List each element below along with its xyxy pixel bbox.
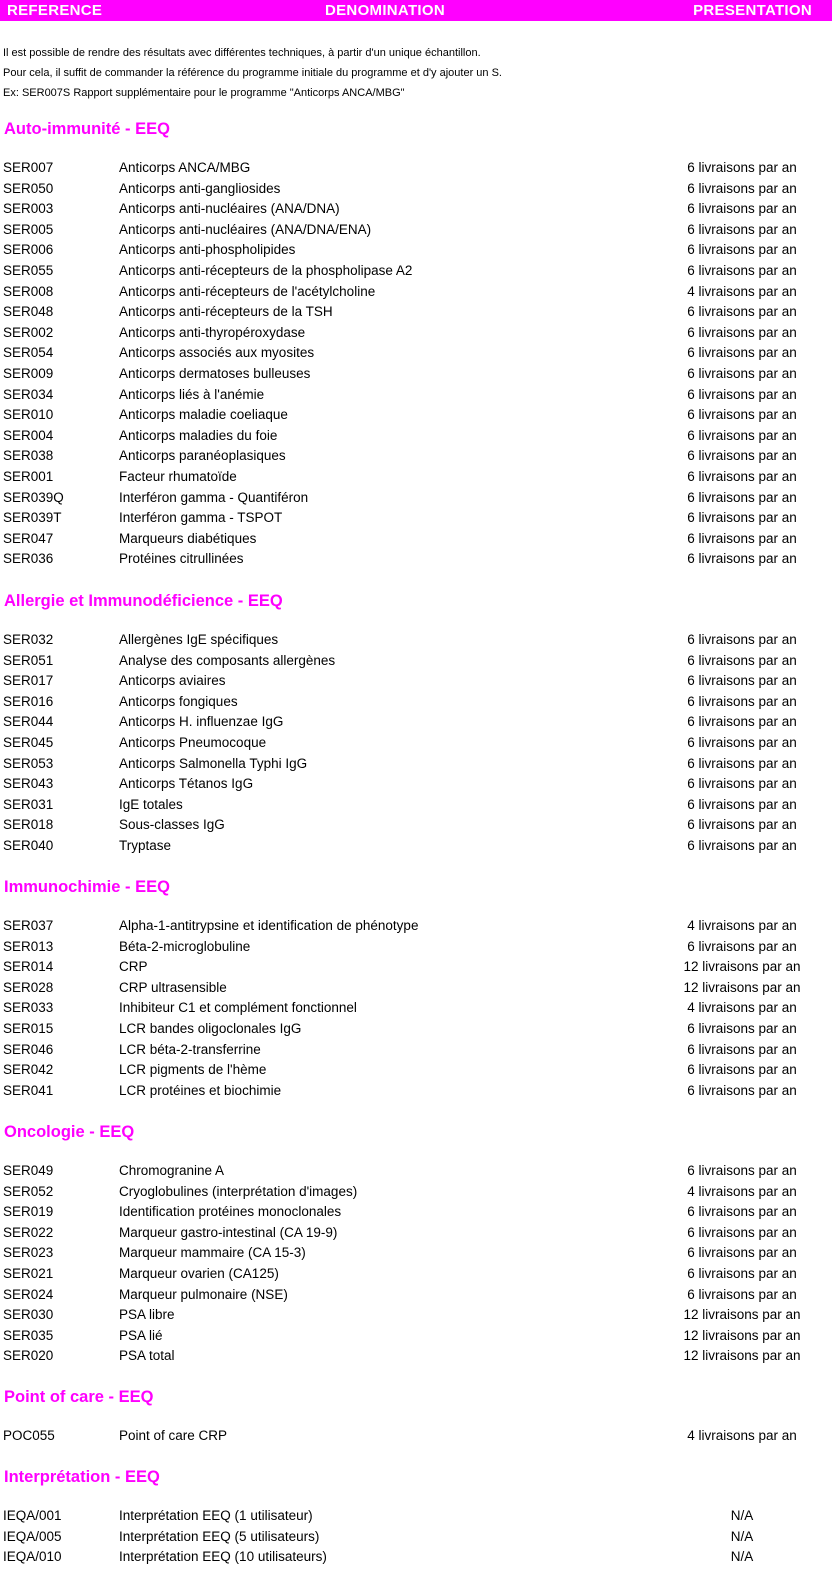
table-row (0, 1506, 832, 1527)
reference-cell: SER055 (3, 263, 54, 278)
reference-cell: SER045 (3, 735, 54, 750)
table-row (0, 385, 832, 406)
presentation-cell: 6 livraisons par an (687, 160, 797, 175)
reference-cell: SER051 (3, 652, 54, 668)
reference-cell: SER042 (3, 1062, 54, 1078)
reference-cell: SER005 (3, 221, 54, 237)
reference-cell: SER017 (3, 673, 54, 689)
table-row (0, 1040, 832, 1061)
presentation-cell: 6 livraisons par an (687, 1266, 797, 1281)
denomination-cell: PSA total (119, 1348, 175, 1364)
reference-cell: SER037 (3, 918, 54, 933)
presentation-cell: 6 livraisons par an (687, 407, 797, 423)
denomination-cell: Anticorps anti-récepteurs de la phospholipase A2 (119, 263, 413, 278)
reference-cell: SER054 (3, 345, 54, 361)
intro-line: Pour cela, il suffit de commander la référence du programme initiale du programme et d'y ajouter un S. (3, 67, 502, 79)
presentation-cell: 6 livraisons par an (687, 551, 797, 567)
table-row (0, 1081, 832, 1102)
header-denomination: DENOMINATION (325, 2, 445, 19)
reference-cell: SER018 (3, 817, 54, 833)
presentation-cell: 12 livraisons par an (683, 959, 801, 975)
table-row (0, 302, 832, 323)
table-row (0, 754, 832, 775)
denomination-cell: Anticorps anti-nucléaires (ANA/DNA) (119, 201, 340, 217)
reference-cell: SER028 (3, 979, 54, 995)
denomination-cell: Identification protéines monoclonales (119, 1204, 342, 1220)
table-row (0, 261, 832, 282)
presentation-cell: 6 livraisons par an (687, 1245, 797, 1261)
denomination-cell: Alpha-1-antitrypsine et identification de phénotype (119, 918, 419, 933)
table-row (0, 712, 832, 733)
reference-cell: SER033 (3, 1000, 54, 1016)
reference-cell: SER031 (3, 796, 54, 812)
denomination-cell: Interprétation EEQ (5 utilisateurs) (119, 1528, 320, 1544)
presentation-cell: 4 livraisons par an (687, 283, 797, 299)
presentation-cell: 6 livraisons par an (687, 1082, 797, 1098)
reference-cell: SER022 (3, 1224, 54, 1240)
reference-cell: SER049 (3, 1163, 54, 1178)
denomination-cell: Allergènes IgE spécifiques (119, 632, 279, 647)
denomination-cell: CRP ultrasensible (119, 979, 227, 995)
reference-cell: SER039Q (3, 489, 64, 505)
presentation-cell: 6 livraisons par an (687, 735, 797, 750)
presentation-cell: 4 livraisons par an (687, 918, 797, 933)
reference-cell: SER014 (3, 959, 54, 975)
presentation-cell: 4 livraisons par an (687, 1000, 797, 1016)
table-row (0, 1019, 832, 1040)
table-row (0, 733, 832, 754)
reference-cell: SER046 (3, 1041, 54, 1057)
table-row (0, 179, 832, 200)
reference-cell: SER048 (3, 304, 54, 320)
presentation-cell: 6 livraisons par an (687, 345, 797, 361)
presentation-cell: 6 livraisons par an (687, 796, 797, 812)
denomination-cell: Interprétation EEQ (10 utilisateurs) (119, 1549, 327, 1565)
presentation-cell: 6 livraisons par an (687, 938, 797, 954)
table-row (0, 426, 832, 447)
presentation-cell: 6 livraisons par an (687, 366, 797, 381)
table-row (0, 220, 832, 241)
denomination-cell: Anticorps fongiques (119, 693, 238, 709)
presentation-cell: 6 livraisons par an (687, 1062, 797, 1078)
reference-cell: SER009 (3, 366, 54, 381)
reference-cell: SER043 (3, 776, 54, 792)
reference-cell: SER024 (3, 1286, 54, 1302)
table-row (0, 1182, 832, 1203)
denomination-cell: Anticorps anti-récepteurs de la TSH (119, 304, 333, 320)
denomination-cell: Cryoglobulines (interprétation d'images) (119, 1183, 358, 1199)
presentation-cell: 12 livraisons par an (683, 1348, 801, 1364)
denomination-cell: PSA libre (119, 1307, 175, 1323)
reference-cell: SER036 (3, 551, 54, 567)
reference-cell: SER050 (3, 180, 54, 196)
denomination-cell: LCR bandes oligoclonales IgG (119, 1021, 302, 1036)
presentation-cell: 6 livraisons par an (687, 324, 797, 340)
presentation-cell: 4 livraisons par an (687, 1183, 797, 1199)
reference-cell: SER016 (3, 693, 54, 709)
reference-cell: SER021 (3, 1266, 54, 1281)
denomination-cell: Interféron gamma - Quantiféron (119, 489, 309, 505)
reference-cell: SER003 (3, 201, 54, 217)
presentation-cell: 6 livraisons par an (687, 304, 797, 320)
denomination-cell: Chromogranine A (119, 1163, 225, 1178)
table-row (0, 1285, 832, 1306)
table-row (0, 1161, 832, 1182)
denomination-cell: Anticorps anti-nucléaires (ANA/DNA/ENA) (119, 221, 372, 237)
presentation-cell: 6 livraisons par an (687, 386, 797, 402)
presentation-cell: 6 livraisons par an (687, 693, 797, 709)
reference-cell: SER052 (3, 1183, 54, 1199)
presentation-cell: N/A (730, 1508, 754, 1523)
section-title: Allergie et Immunodéficience - EEQ (4, 592, 283, 610)
denomination-cell: IgE totales (119, 796, 183, 812)
intro-line: Ex: SER007S Rapport supplémentaire pour le programme "Anticorps ANCA/MBG" (3, 87, 405, 99)
denomination-cell: Sous-classes IgG (119, 817, 225, 833)
presentation-cell: 6 livraisons par an (687, 180, 797, 196)
table-row (0, 630, 832, 651)
presentation-cell: 6 livraisons par an (687, 1204, 797, 1220)
reference-cell: SER019 (3, 1204, 54, 1220)
table-row (0, 199, 832, 220)
presentation-cell: 6 livraisons par an (687, 510, 797, 526)
denomination-cell: PSA lié (119, 1327, 163, 1343)
reference-cell: SER038 (3, 448, 54, 464)
presentation-cell: 6 livraisons par an (687, 1224, 797, 1240)
table-row (0, 488, 832, 509)
presentation-cell: 6 livraisons par an (687, 632, 797, 647)
table-row (0, 1264, 832, 1285)
denomination-cell: Interprétation EEQ (1 utilisateur) (119, 1508, 313, 1523)
reference-cell: SER047 (3, 530, 54, 546)
reference-cell: SER035 (3, 1327, 54, 1343)
presentation-cell: 6 livraisons par an (687, 652, 797, 668)
reference-cell: IEQA/005 (3, 1528, 62, 1544)
intro-text (3, 43, 502, 103)
denomination-cell: Tryptase (119, 838, 172, 853)
denomination-cell: Marqueur mammaire (CA 15-3) (119, 1245, 306, 1261)
denomination-cell: Protéines citrullinées (119, 551, 244, 567)
reference-cell: SER007 (3, 160, 54, 175)
denomination-cell: Anticorps aviaires (119, 673, 226, 689)
denomination-cell: Anticorps liés à l'anémie (119, 386, 265, 402)
reference-cell: SER030 (3, 1307, 54, 1323)
table-row (0, 240, 832, 261)
reference-cell: SER034 (3, 386, 54, 402)
table-row (0, 1305, 832, 1326)
section-title: Point of care - EEQ (4, 1388, 154, 1406)
presentation-cell: 6 livraisons par an (687, 469, 797, 484)
reference-cell: SER041 (3, 1082, 54, 1098)
presentation-cell: N/A (730, 1528, 754, 1544)
table-row (0, 508, 832, 529)
reference-cell: SER008 (3, 283, 54, 299)
table-row (0, 323, 832, 344)
section-title: Auto-immunité - EEQ (4, 120, 170, 138)
table-row (0, 446, 832, 467)
denomination-cell: LCR pigments de l'hème (119, 1062, 267, 1078)
table-row (0, 1223, 832, 1244)
intro-line: Il est possible de rendre des résultats avec différentes techniques, à partir d'un unique échantillon. (3, 47, 481, 59)
section-title: Immunochimie - EEQ (4, 878, 170, 896)
section-title: Interprétation - EEQ (4, 1468, 160, 1486)
denomination-cell: Analyse des composants allergènes (119, 652, 336, 668)
denomination-cell: Marqueurs diabétiques (119, 530, 257, 546)
section-title: Oncologie - EEQ (4, 1123, 135, 1141)
table-row (0, 343, 832, 364)
table-row (0, 651, 832, 672)
presentation-cell: 6 livraisons par an (687, 776, 797, 792)
denomination-cell: Anticorps ANCA/MBG (119, 160, 251, 175)
table-row (0, 364, 832, 385)
reference-cell: IEQA/001 (3, 1508, 62, 1523)
table-row (0, 795, 832, 816)
header-reference: REFERENCE (7, 2, 103, 19)
table-row (0, 1202, 832, 1223)
reference-cell: SER053 (3, 755, 54, 771)
table-row (0, 1060, 832, 1081)
reference-cell: SER032 (3, 632, 54, 647)
table-row (0, 282, 832, 303)
table-row (0, 916, 832, 937)
presentation-cell: 6 livraisons par an (687, 242, 797, 258)
denomination-cell: Béta-2-microglobuline (119, 938, 251, 954)
presentation-cell: 12 livraisons par an (683, 1307, 801, 1323)
denomination-cell: Marqueur gastro-intestinal (CA 19-9) (119, 1224, 338, 1240)
reference-cell: SER006 (3, 242, 54, 258)
presentation-cell: 6 livraisons par an (687, 489, 797, 505)
presentation-cell: 6 livraisons par an (687, 755, 797, 771)
reference-cell: SER013 (3, 938, 54, 954)
denomination-cell: Anticorps Salmonella Typhi IgG (119, 755, 308, 771)
denomination-cell: Anticorps H. influenzae IgG (119, 714, 284, 730)
reference-cell: IEQA/010 (3, 1549, 62, 1565)
denomination-cell: Interféron gamma - TSPOT (119, 510, 283, 526)
denomination-cell: Anticorps paranéoplasiques (119, 448, 286, 464)
presentation-cell: 6 livraisons par an (687, 714, 797, 730)
column-header-bar (0, 0, 832, 21)
table-row (0, 1426, 832, 1447)
reference-cell: SER001 (3, 469, 54, 484)
denomination-cell: CRP (119, 959, 148, 975)
table-row (0, 549, 832, 570)
presentation-cell: 6 livraisons par an (687, 201, 797, 217)
denomination-cell: LCR béta-2-transferrine (119, 1041, 261, 1057)
denomination-cell: Anticorps anti-récepteurs de l'acétylcholine (119, 283, 376, 299)
reference-cell: SER015 (3, 1021, 54, 1036)
presentation-cell: N/A (730, 1549, 754, 1565)
table-row (0, 937, 832, 958)
table-row (0, 815, 832, 836)
reference-cell: SER020 (3, 1348, 54, 1364)
denomination-cell: Marqueur ovarien (CA125) (119, 1266, 279, 1281)
denomination-cell: Anticorps maladies du foie (119, 427, 278, 443)
table-row (0, 1243, 832, 1264)
presentation-cell: 4 livraisons par an (687, 1428, 797, 1443)
reference-cell: POC055 (3, 1428, 55, 1443)
table-row (0, 405, 832, 426)
denomination-cell: Point of care CRP (119, 1428, 228, 1443)
denomination-cell: LCR protéines et biochimie (119, 1082, 282, 1098)
denomination-cell: Facteur rhumatoïde (119, 469, 237, 484)
table-row (0, 1326, 832, 1347)
presentation-cell: 12 livraisons par an (683, 979, 801, 995)
denomination-cell: Anticorps Pneumocoque (119, 735, 267, 750)
table-row (0, 1547, 832, 1568)
presentation-cell: 6 livraisons par an (687, 673, 797, 689)
table-row (0, 957, 832, 978)
table-row (0, 774, 832, 795)
table-row (0, 692, 832, 713)
denomination-cell: Anticorps associés aux myosites (119, 345, 315, 361)
presentation-cell: 12 livraisons par an (683, 1327, 801, 1343)
table-row (0, 998, 832, 1019)
denomination-cell: Anticorps anti-phospholipides (119, 242, 296, 258)
header-presentation: PRESENTATION (693, 2, 812, 19)
denomination-cell: Anticorps anti-gangliosides (119, 180, 281, 196)
reference-cell: SER010 (3, 407, 54, 423)
reference-cell: SER044 (3, 714, 54, 730)
reference-cell: SER002 (3, 324, 54, 340)
denomination-cell: Marqueur pulmonaire (NSE) (119, 1286, 288, 1302)
presentation-cell: 6 livraisons par an (687, 1021, 797, 1036)
reference-cell: SER039T (3, 510, 62, 526)
table-row (0, 1346, 832, 1367)
table-row (0, 836, 832, 857)
reference-cell: SER004 (3, 427, 54, 443)
table-row (0, 529, 832, 550)
table-row (0, 1527, 832, 1548)
table-row (0, 158, 832, 179)
reference-cell: SER023 (3, 1245, 54, 1261)
presentation-cell: 6 livraisons par an (687, 838, 797, 853)
table-row (0, 978, 832, 999)
presentation-cell: 6 livraisons par an (687, 530, 797, 546)
presentation-cell: 6 livraisons par an (687, 1286, 797, 1302)
presentation-cell: 6 livraisons par an (687, 427, 797, 443)
table-row (0, 467, 832, 488)
presentation-cell: 6 livraisons par an (687, 448, 797, 464)
table-row (0, 671, 832, 692)
presentation-cell: 6 livraisons par an (687, 221, 797, 237)
presentation-cell: 6 livraisons par an (687, 263, 797, 278)
presentation-cell: 6 livraisons par an (687, 817, 797, 833)
denomination-cell: Inhibiteur C1 et complément fonctionnel (119, 1000, 357, 1016)
presentation-cell: 6 livraisons par an (687, 1041, 797, 1057)
denomination-cell: Anticorps dermatoses bulleuses (119, 366, 311, 381)
presentation-cell: 6 livraisons par an (687, 1163, 797, 1178)
reference-cell: SER040 (3, 838, 54, 853)
denomination-cell: Anticorps anti-thyropéroxydase (119, 324, 306, 340)
denomination-cell: Anticorps Tétanos IgG (119, 776, 254, 792)
denomination-cell: Anticorps maladie coeliaque (119, 407, 288, 423)
